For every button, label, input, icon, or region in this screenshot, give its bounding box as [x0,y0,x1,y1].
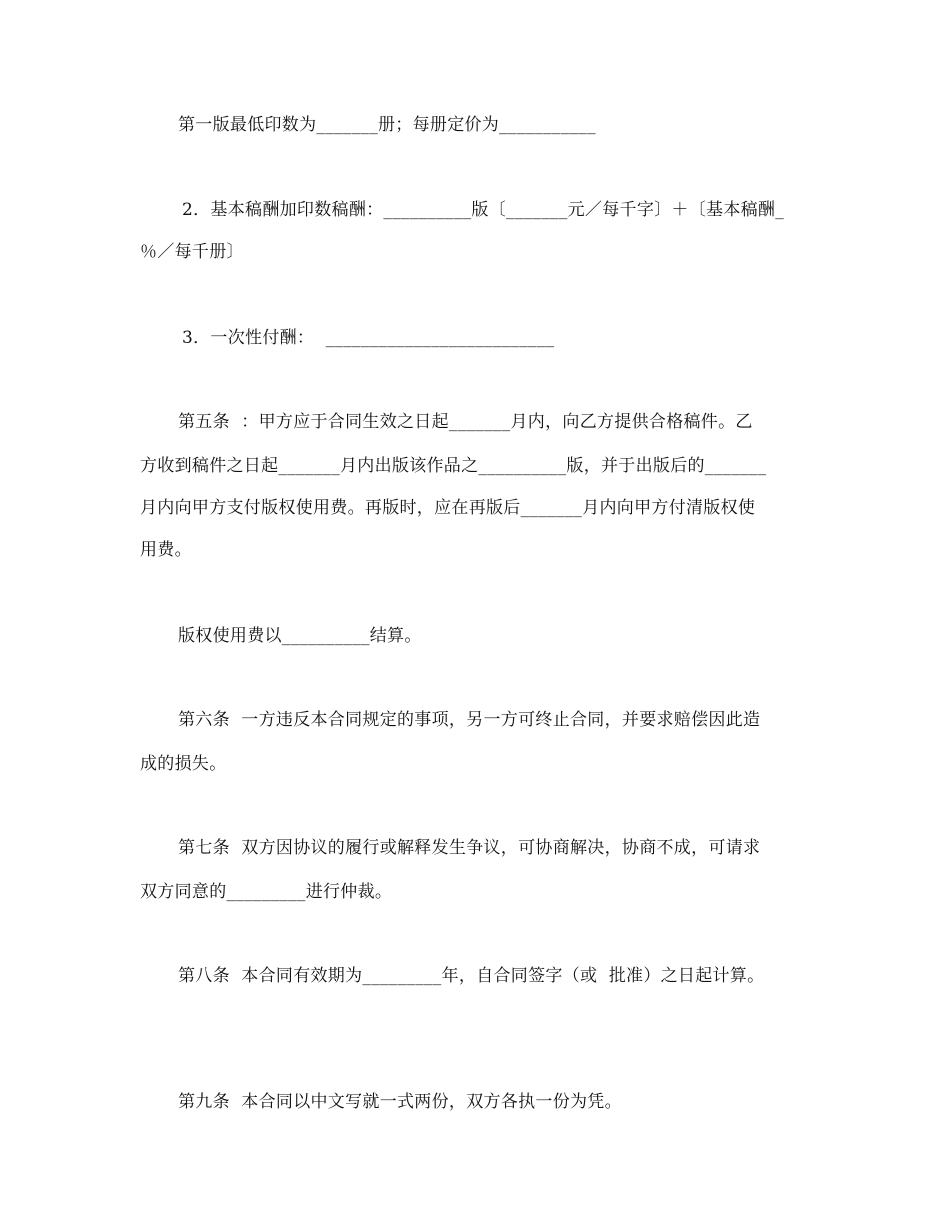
article-9-line: 第九条 本合同以中文写就一式两份，双方各执一份为凭。 [178,1092,622,1112]
royalty-line-cont: ％／每千册〕 [140,242,244,262]
article-5-line-4: 用费。 [140,540,192,560]
first-print-line: 第一版最低印数为_______册；每册定价为___________ [178,115,596,135]
article-6-line-2: 成的损失。 [140,754,227,774]
article-5-line-2: 方收到稿件之日起_______月内出版该作品之__________版，并于出版后的_______ [140,456,767,476]
article-5-line-3: 月内向甲方支付版权使用费。再版时，应在再版后_______月内向甲方付清版权使 [140,498,756,518]
article-5-line-1: 第五条 ：甲方应于合同生效之日起_______月内，向乙方提供合格稿件。乙 [178,412,753,432]
article-8-line: 第八条 本合同有效期为_________年，自合同签字（或 批准）之日起计算。 [178,966,765,986]
article-6-line-1: 第六条 一方违反本合同规定的事项，另一方可终止合同，并要求赔偿因此造 [178,710,761,730]
settlement-line: 版权使用费以__________结算。 [178,626,422,646]
article-7-line-1: 第七条 双方因协议的履行或解释发生争议，可协商解决，协商不成，可请求 [178,838,761,858]
lump-sum-line: 3．一次性付酬： __________________________ [182,328,555,348]
royalty-line: 2．基本稿酬加印数稿酬：__________版〔_______元／每千字〕＋〔基本稿酬_ [182,200,785,220]
article-7-line-2: 双方同意的_________进行仲裁。 [140,882,393,902]
